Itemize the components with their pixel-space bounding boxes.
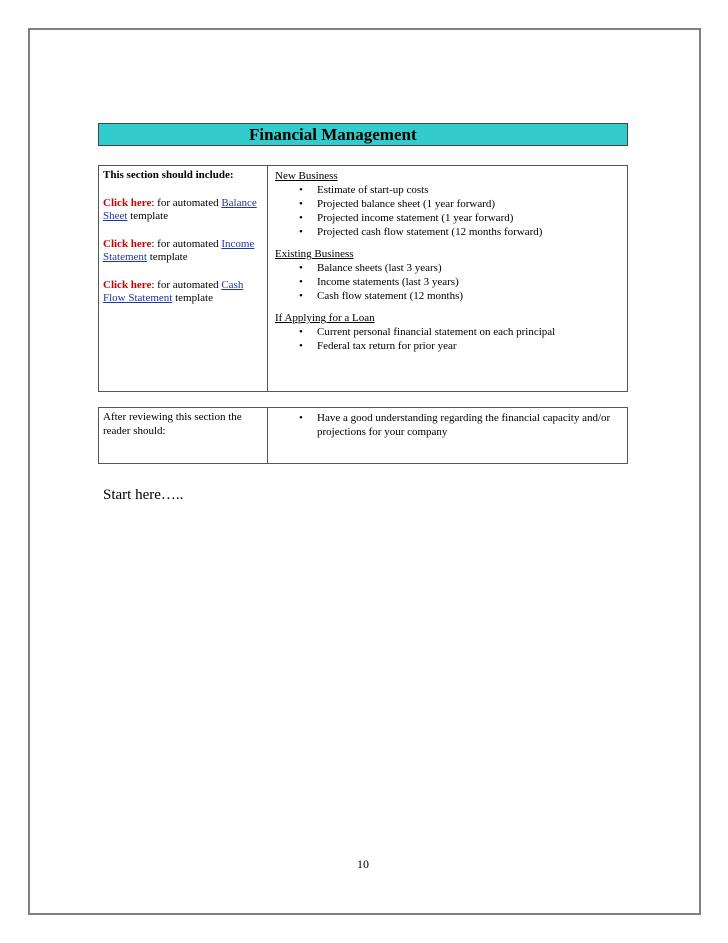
list-item: • Balance sheets (last 3 years) (275, 261, 625, 275)
section-intro: This section should include: (103, 169, 234, 181)
balance-sheet-template-link[interactable]: Balance Sheet (103, 196, 257, 222)
link-prefix: : for automated (151, 278, 222, 291)
existing-business-section (275, 247, 625, 303)
link-prefix: : for automated (151, 237, 222, 250)
left-column (103, 169, 265, 320)
link-prefix: : for automated (151, 196, 222, 209)
income-statement-link-block (103, 238, 265, 265)
existing-business-heading: Existing Business (275, 248, 354, 260)
cash-flow-statement-template-link[interactable]: Cash Flow Statement (103, 278, 244, 304)
link-suffix: template (127, 210, 169, 222)
outcome-content (275, 411, 625, 439)
cash-flow-link-block (103, 279, 265, 306)
list-item: • Projected balance sheet (1 year forward) (275, 197, 625, 211)
click-here-income-link[interactable]: Click here (103, 237, 152, 250)
start-here-text[interactable]: Start here….. (103, 487, 184, 503)
section-header-bar (98, 123, 628, 146)
loan-list (275, 325, 625, 353)
income-statement-template-link[interactable]: Income Statement (103, 237, 255, 263)
page-border (28, 28, 701, 915)
list-item: • Cash flow statement (12 months) (275, 289, 625, 303)
right-column (275, 169, 625, 361)
column-divider (267, 166, 268, 391)
click-here-balance-link[interactable]: Click here (103, 196, 152, 209)
existing-business-list (275, 261, 625, 303)
loan-heading: If Applying for a Loan (275, 312, 375, 324)
loan-section (275, 311, 625, 353)
link-suffix: template (172, 292, 213, 304)
list-item: • Have a good understanding regarding the financial capacity and/or projections for your company (275, 411, 625, 439)
list-item: • Federal tax return for prior year (275, 339, 625, 353)
column-divider (267, 408, 268, 463)
list-item: • Estimate of start-up costs (275, 183, 625, 197)
new-business-heading: New Business (275, 170, 338, 182)
list-item: • Current personal financial statement on each principal (275, 325, 625, 339)
outcome-list (275, 411, 625, 439)
new-business-section (275, 169, 625, 239)
outcome-table (98, 407, 628, 464)
link-suffix: template (147, 251, 188, 263)
list-item: • Income statements (last 3 years) (275, 275, 625, 289)
click-here-cashflow-link[interactable]: Click here (103, 278, 152, 291)
section-title: Financial Management (249, 125, 417, 144)
requirements-table (98, 165, 628, 392)
outcome-label: After reviewing this section the reader should: (103, 411, 242, 437)
page-number: 10 (357, 857, 369, 871)
list-item: • Projected income statement (1 year forward) (275, 211, 625, 225)
new-business-list (275, 183, 625, 239)
list-item: • Projected cash flow statement (12 months forward) (275, 225, 625, 239)
balance-sheet-link-block (103, 197, 265, 224)
